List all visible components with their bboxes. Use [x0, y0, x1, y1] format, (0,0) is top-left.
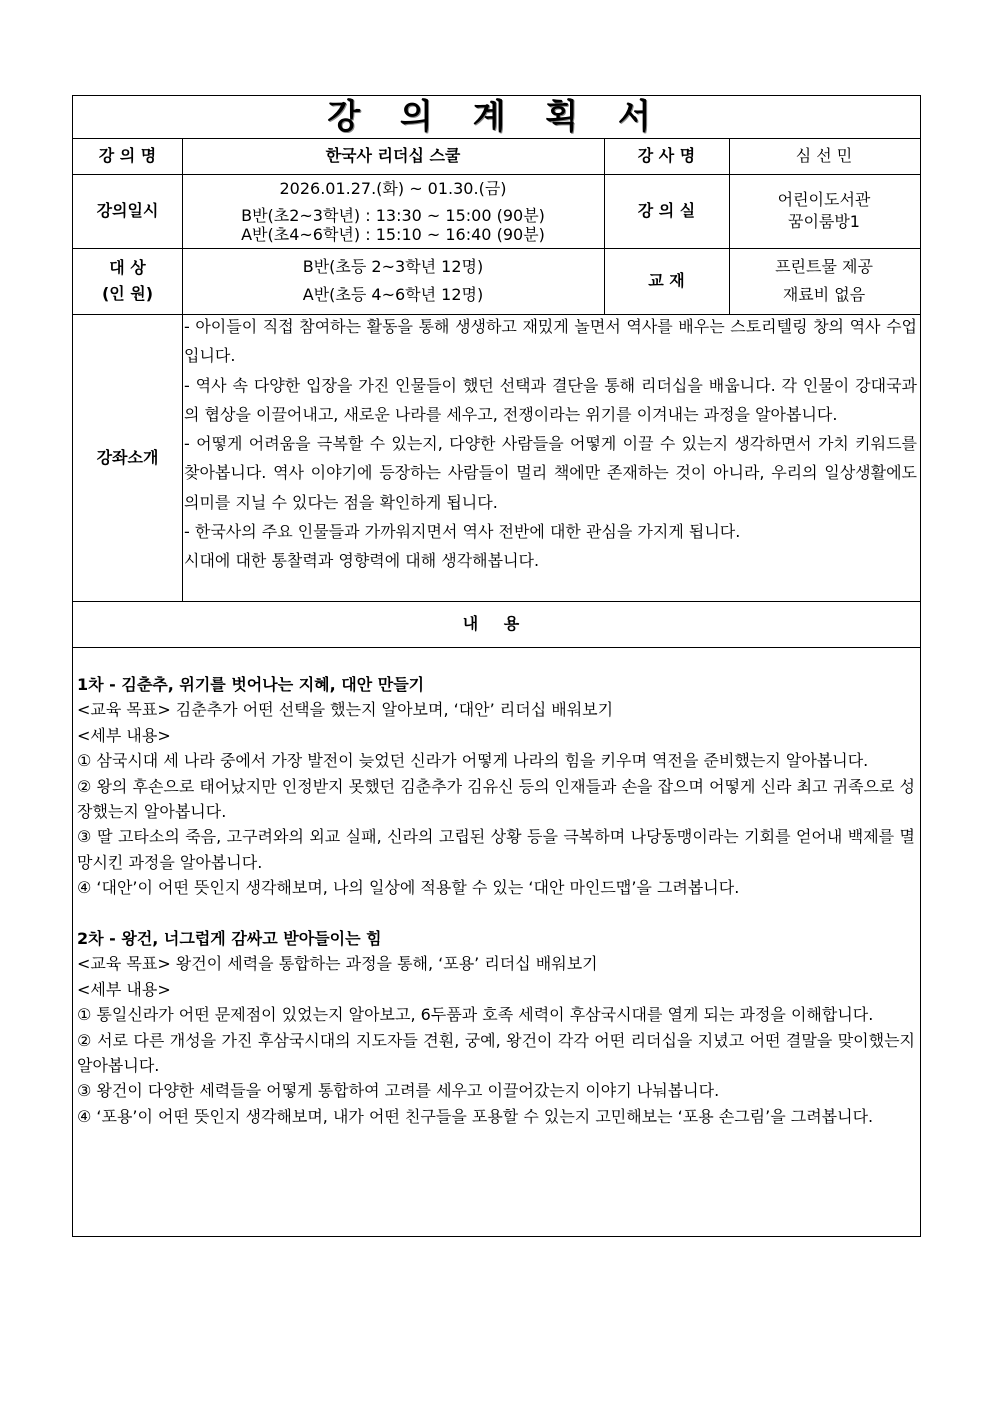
material-line1: 프린트물 제공 [775, 257, 873, 276]
room-line1: 어린이도서관 [777, 190, 871, 209]
target-label [73, 248, 182, 314]
course-name-label: 강 의 명 [98, 146, 157, 165]
spacer [77, 901, 915, 926]
title-cell [73, 96, 919, 138]
material-cell [729, 248, 919, 314]
intro-paragraph: - 아이들이 직접 참여하는 활동을 통해 생생하고 재밌게 놀면서 역사를 배우는 스토리텔링 창의 역사 수업입니다. [184, 317, 917, 366]
session-1-goal: <교육 목표> 김춘추가 어떤 선택을 했는지 알아보며, ‘대안’ 리더십 배워보기 [77, 700, 614, 720]
room-line2: 꿈이룸방1 [787, 212, 860, 231]
intro-paragraph: - 어떻게 어려움을 극복할 수 있는지, 다양한 사람들을 어떻게 이끌 수 있는지 생각하면서 가치 키워드를 찾아봅니다. 역사 이야기에 등장하는 사람들이 멀리 책에만 존재하는 것이 아니라, 우리의 일상생활에도 의미를 지닐 수 있다는 점을 확인하게 됩니다. [184, 434, 917, 512]
session-1-item: ① 삼국시대 세 나라 중에서 가장 발전이 늦었던 신라가 어떻게 나라의 힘을 키우며 역전을 준비했는지 알아봅니다. [77, 751, 869, 771]
intro-paragraph: - 역사 속 다양한 입장을 가진 인물들이 했던 선택과 결단을 통해 리더십을 배웁니다. 각 인물이 강대국과의 협상을 이끌어내고, 새로운 나라를 세우고, 전쟁이라는 위기를 이겨내는 과정을 알아봅니다. [184, 375, 917, 424]
session-2-item: ② 서로 다른 개성을 가진 후삼국시대의 지도자들 견훤, 궁예, 왕건이 각각 어떤 리더십을 지녔고 어떤 결말을 맞이했는지 알아봅니다. [77, 1030, 915, 1076]
room-label: 강 의 실 [637, 201, 696, 220]
session-1-title: 1차 - 김춘추, 위기를 벗어나는 지혜, 대안 만들기 [77, 675, 425, 694]
session-2-detail-label: <세부 내용> [77, 979, 171, 999]
material-label: 교 재 [648, 271, 685, 290]
row-divider [73, 647, 920, 648]
session-b-time: B반(초2~3학년) : 13:30 ~ 15:00 (90분) [241, 205, 545, 225]
course-name: 한국사 리더십 스쿨 [325, 146, 461, 165]
session-1-item: ③ 딸 고타소의 죽음, 고구려와의 외교 실패, 신라의 고립된 상황 등을 극복하며 나당동맹이라는 기회를 얻어내 백제를 멸망시킨 과정을 알아봅니다. [77, 827, 915, 872]
target-cell [182, 248, 604, 314]
session-2-item: ③ 왕건이 다양한 세력들을 어떻게 통합하여 고려를 세우고 이끌어갔는지 이야기 나눠봅니다. [77, 1081, 720, 1101]
date-label: 강의일시 [96, 201, 159, 220]
content-header: 내 용 [462, 614, 530, 633]
instructor-label: 강 사 명 [637, 146, 696, 165]
target-a: A반(초등 4~6학년 12명) [302, 285, 484, 304]
session-2-item: ① 통일신라가 어떤 문제점이 있었는지 알아보고, 6두품과 호족 세력이 후삼국시대를 열게 되는 과정을 이해합니다. [77, 1005, 874, 1025]
session-a-time: A반(초4~6학년) : 15:10 ~ 16:40 (90분) [241, 224, 545, 244]
intro-paragraph: - 한국사의 주요 인물들과 가까워지면서 역사 전반에 대한 관심을 가지게 됩니다. [184, 522, 741, 542]
course-intro [184, 312, 917, 576]
date-range: 2026.01.27.(화) ~ 01.30.(금) [279, 178, 507, 198]
page-title: 강 의 계 획 서 [327, 97, 665, 137]
session-1-detail-label: <세부 내용> [77, 725, 171, 745]
session-1-item: ② 왕의 후손으로 태어났지만 인정받지 못했던 김춘추가 김유신 등의 인재들과 손을 잡으며 어떻게 신라 최고 귀족으로 성장했는지 알아봅니다. [77, 776, 915, 822]
instructor-name: 심 선 민 [795, 146, 853, 165]
target-label-1: 대 상 [109, 258, 146, 277]
material-line2: 재료비 없음 [782, 285, 866, 304]
intro-label: 강좌소개 [96, 447, 159, 467]
session-2-title: 2차 - 왕건, 너그럽게 감싸고 받아들이는 힘 [77, 929, 382, 949]
content-body [77, 672, 915, 1129]
date-cell [182, 174, 604, 248]
intro-paragraph: 시대에 대한 통찰력과 영향력에 대해 생각해봅니다. [184, 551, 540, 571]
session-2-goal: <교육 목표> 왕건이 세력을 통합하는 과정을 통해, ‘포용’ 리더십 배워보기 [77, 954, 598, 974]
target-label-2: (인 원) [101, 284, 154, 303]
room-cell [729, 174, 919, 248]
target-b: B반(초등 2~3학년 12명) [302, 257, 484, 276]
session-2-item: ④ ‘포용’이 어떤 뜻인지 생각해보며, 내가 어떤 친구들을 포용할 수 있는지 고민해보는 ‘포용 손그림’을 그려봅니다. [77, 1106, 874, 1126]
session-1-item: ④ ‘대안’이 어떤 뜻인지 생각해보며, 나의 일상에 적용할 수 있는 ‘대안 마인드맵’을 그려봅니다. [77, 878, 740, 898]
